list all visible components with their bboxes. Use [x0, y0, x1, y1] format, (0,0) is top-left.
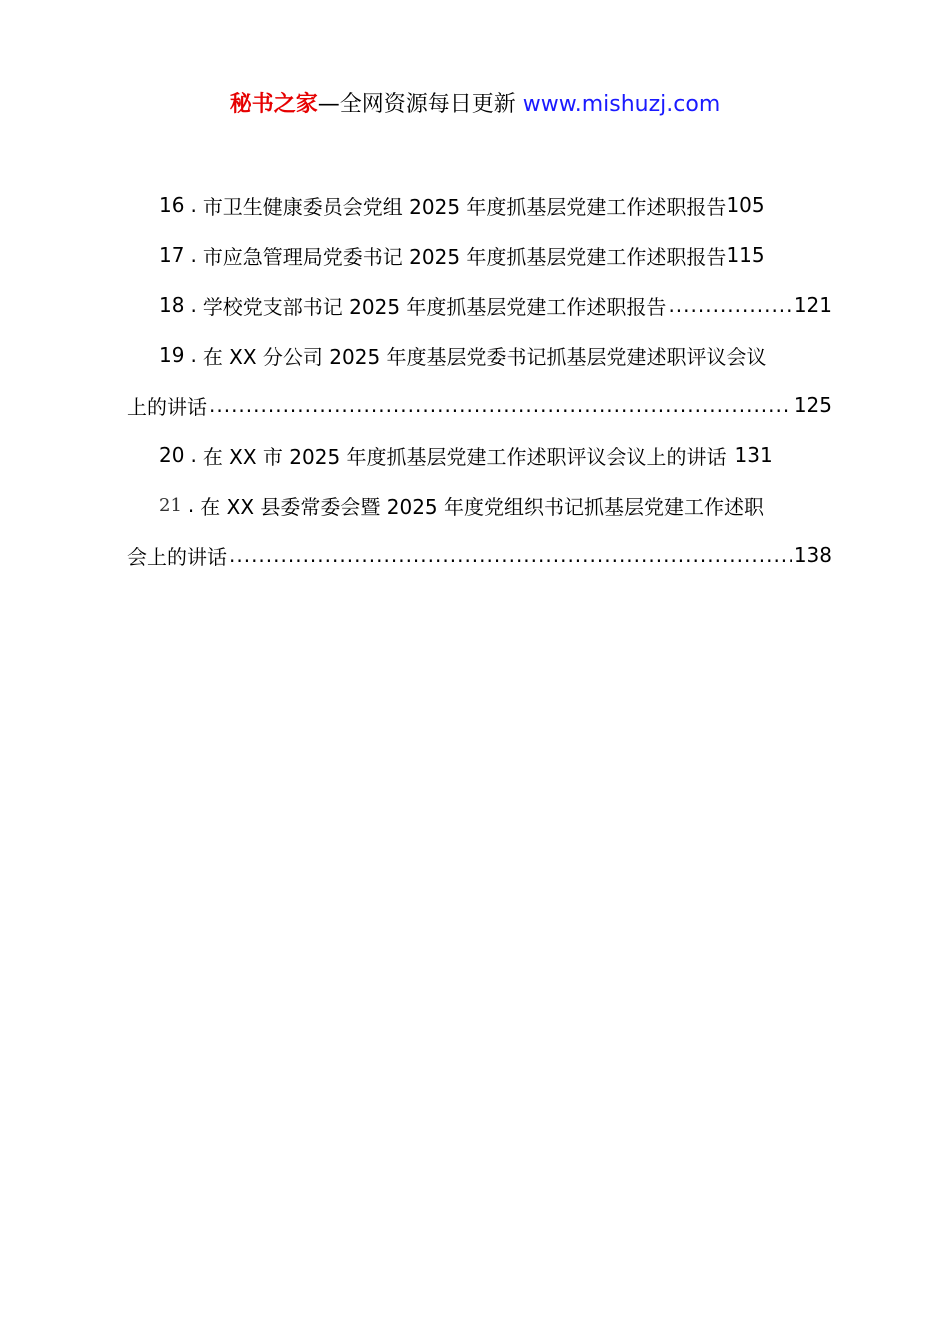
toc-entry-title: 在 XX 分公司 2025 年度基层党委书记抓基层党建述职评议会议: [202, 344, 767, 369]
toc-entry-title-continued: 上的讲话: [127, 394, 207, 419]
toc-entry-page: 105: [726, 193, 765, 217]
toc-entry-number: 21: [159, 494, 182, 516]
toc-entry-number: 18: [159, 293, 185, 317]
toc-entry-line2[interactable]: [127, 530, 832, 580]
toc-entry-separator: .: [190, 293, 197, 317]
toc-entry-title: 市卫生健康委员会党组 2025 年度抓基层党建工作述职报告: [202, 194, 727, 219]
toc-entry-number: 17: [159, 243, 185, 267]
toc-entry-number: 16: [159, 193, 185, 217]
site-link[interactable]: www.mishuzj.com: [522, 92, 721, 117]
toc-entry-page: 125: [793, 393, 832, 417]
toc-entry-separator: .: [190, 443, 197, 467]
toc-entry-line1[interactable]: [127, 480, 832, 530]
toc-entry[interactable]: [127, 430, 832, 480]
toc-entry-page: 131: [734, 443, 773, 467]
table-of-contents: [127, 180, 832, 580]
toc-entry-title: 在 XX 市 2025 年度抓基层党建工作述职评议会议上的讲话: [202, 444, 727, 469]
toc-entry[interactable]: [127, 280, 832, 330]
toc-entry[interactable]: [127, 180, 832, 230]
toc-entry-line2[interactable]: [127, 380, 832, 430]
dot-leader: [668, 293, 791, 317]
toc-entry-title: 市应急管理局党委书记 2025 年度抓基层党建工作述职报告: [202, 244, 727, 269]
toc-entry-line1[interactable]: [127, 330, 832, 380]
header-tagline: —全网资源每日更新: [317, 92, 516, 117]
dot-leader: [209, 393, 792, 417]
toc-entry-separator: .: [190, 243, 197, 267]
toc-entry[interactable]: [127, 230, 832, 280]
toc-entry-page: 138: [793, 543, 832, 567]
toc-entry-separator: .: [190, 193, 197, 217]
toc-entry-number: 20: [159, 443, 185, 467]
brand-name: 秘书之家: [229, 92, 318, 117]
toc-entry-number: 19: [159, 343, 185, 367]
toc-entry-title: 在 XX 县委常委会暨 2025 年度党组织书记抓基层党建工作述职: [200, 494, 764, 519]
toc-entry-page: 115: [726, 243, 765, 267]
toc-entry-separator: .: [190, 343, 197, 367]
page-header: [0, 88, 950, 122]
dot-leader: [229, 543, 792, 567]
toc-entry-title-continued: 会上的讲话: [127, 544, 227, 569]
toc-entry-separator: .: [187, 493, 195, 517]
toc-entry-title: 学校党支部书记 2025 年度抓基层党建工作述职报告: [202, 294, 667, 319]
toc-entry-page: 121: [793, 293, 832, 317]
